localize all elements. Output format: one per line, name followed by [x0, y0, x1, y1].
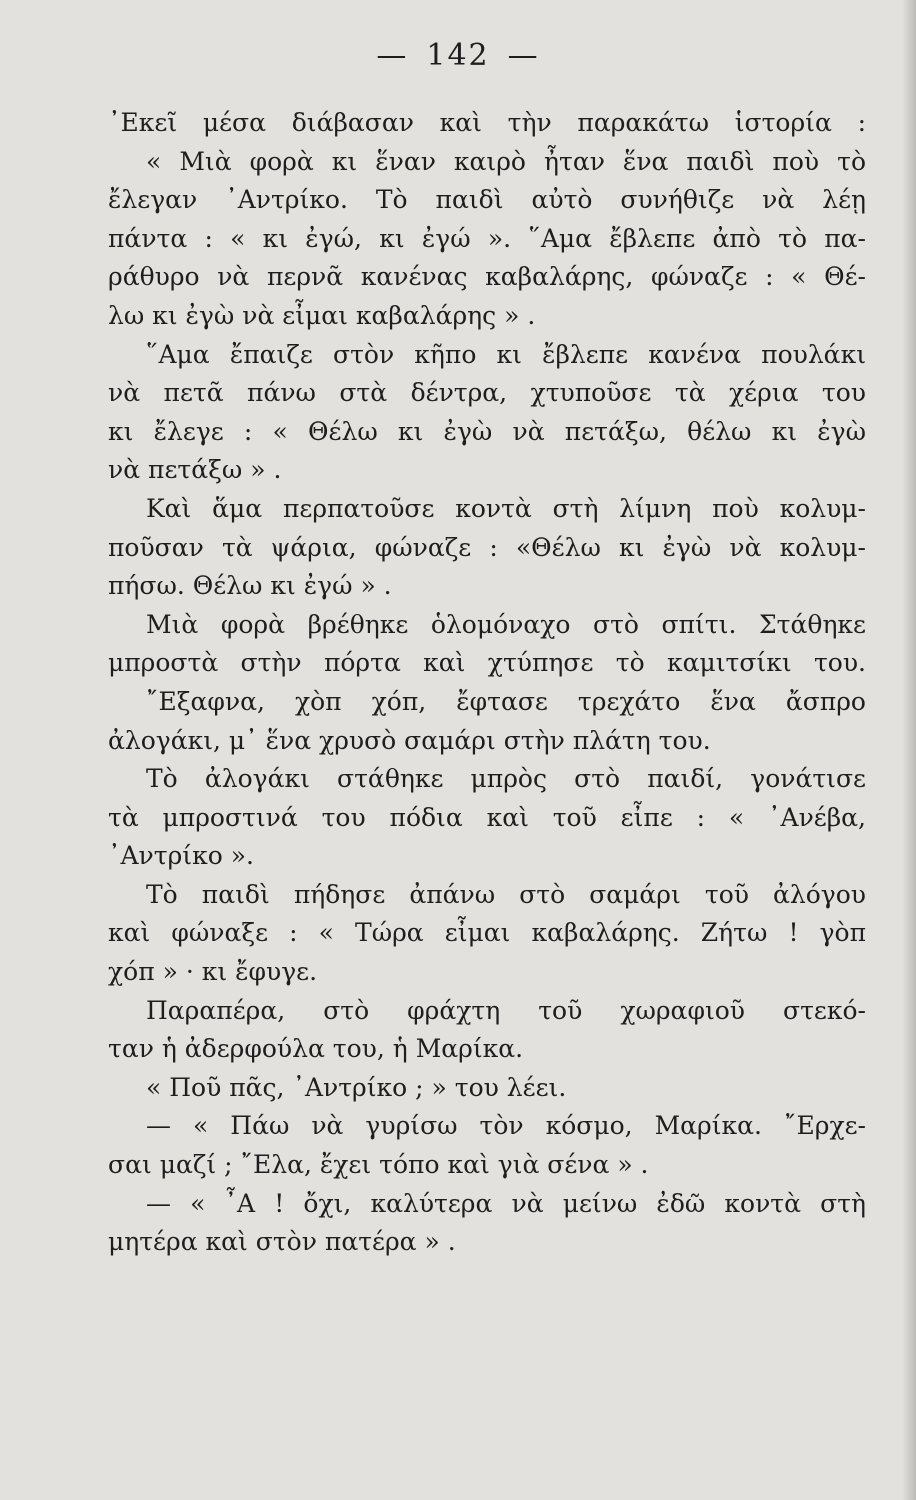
text-line: Καὶ ἅμα περπατοῦσε κοντὰ στὴ λίμνη ποὺ κολυμ-: [146, 493, 866, 523]
text-line: ποῦσαν τὰ ψάρια, φώναζε : «Θέλω κι ἐγὼ νὰ κολυμ-: [108, 532, 866, 562]
text-line: νὰ πετάξω » .: [108, 455, 282, 485]
text-line: μητέρα καὶ στὸν πατέρα » .: [108, 1227, 456, 1257]
page-number: 142: [426, 38, 490, 73]
text-line: πήσω. Θέλω κι ἐγώ » .: [108, 571, 392, 601]
text-line: « Μιὰ φορὰ κι ἕναν καιρὸ ἦταν ἕνα παιδὶ ποὺ τὸ: [146, 146, 866, 176]
text-line: ἔλεγαν ᾿Αντρίκο. Τὸ παιδὶ αὐτὸ συνήθιζε νὰ λέῃ: [108, 185, 866, 215]
text-line: ταν ἡ ἀδερφούλα του, ἡ Μαρίκα.: [108, 1034, 524, 1064]
text-line: πάντα : « κι ἐγώ, κι ἐγώ ». ῞Αμα ἔβλεπε ἀπὸ τὸ πα-: [108, 223, 866, 253]
text-line: ῞Αμα ἔπαιζε στὸν κῆπο κι ἔβλεπε κανένα πουλάκι: [146, 339, 866, 369]
text-line: σαι μαζί ; ῎Ελα, ἔχει τόπο καὶ γιὰ σένα » .: [108, 1150, 649, 1180]
text-line: κι ἔλεγε : « Θέλω κι ἐγὼ νὰ πετάξω, θέλω κι ἐγὼ: [108, 416, 866, 446]
text-line: μπροστὰ στὴν πόρτα καὶ χτύπησε τὸ καμιτσίκι του.: [108, 648, 866, 678]
header-dash-right: —: [507, 38, 540, 73]
text-line: χόπ » · κι ἔφυγε.: [108, 957, 318, 987]
text-line: Τὸ παιδὶ πήδησε ἀπάνω στὸ σαμάρι τοῦ ἀλόγου: [146, 879, 866, 909]
text-line: — « Πάω νὰ γυρίσω τὸν κόσμο, Μαρίκα. ῎Ερχε-: [146, 1111, 866, 1141]
text-line: ῎Εξαφνα, χὸπ χόπ, ἔφτασε τρεχάτο ἕνα ἄσπρο: [146, 686, 866, 716]
text-line: Μιὰ φορὰ βρέθηκε ὁλομόναχο στὸ σπίτι. Στάθηκε: [146, 609, 866, 639]
text-line: τὰ μπροστινά του πόδια καὶ τοῦ εἶπε : « ᾿Ανέβα,: [108, 802, 866, 832]
text-line: νὰ πετᾶ πάνω στὰ δέντρα, χτυποῦσε τὰ χέρια του: [108, 378, 866, 408]
page-edge-shadow: [902, 0, 916, 1500]
text-line: Παραπέρα, στὸ φράχτη τοῦ χωραφιοῦ στεκό-: [146, 995, 866, 1025]
body-text: [108, 104, 866, 1262]
text-line: Τὸ ἀλογάκι στάθηκε μπρὸς στὸ παιδί, γονάτισε: [146, 764, 866, 794]
text-line: λω κι ἐγὼ νὰ εἶμαι καβαλάρης » .: [108, 300, 536, 330]
text-line: ᾿Αντρίκο ».: [108, 841, 254, 871]
text-line: ᾿Εκεῖ μέσα διάβασαν καὶ τὴν παρακάτω ἱστορία :: [108, 108, 866, 137]
text-line: ράθυρο νὰ περνᾶ κανένας καβαλάρης, φώναζε : « Θέ-: [108, 262, 866, 292]
text-line: ἀλογάκι, μ᾿ ἕνα χρυσὸ σαμάρι στὴν πλάτη του.: [108, 725, 711, 755]
text-line: καὶ φώναξε : « Τώρα εἶμαι καβαλάρης. Ζήτω ! γὸπ: [108, 918, 866, 948]
page-header: [0, 38, 916, 73]
text-line: — « ῏Α ! ὄχι, καλύτερα νὰ μείνω ἐδῶ κοντὰ στὴ: [146, 1188, 866, 1218]
header-dash-left: —: [376, 38, 409, 73]
text-line: « Ποῦ πᾶς, ᾿Αντρίκο ; » του λέει.: [146, 1072, 567, 1102]
